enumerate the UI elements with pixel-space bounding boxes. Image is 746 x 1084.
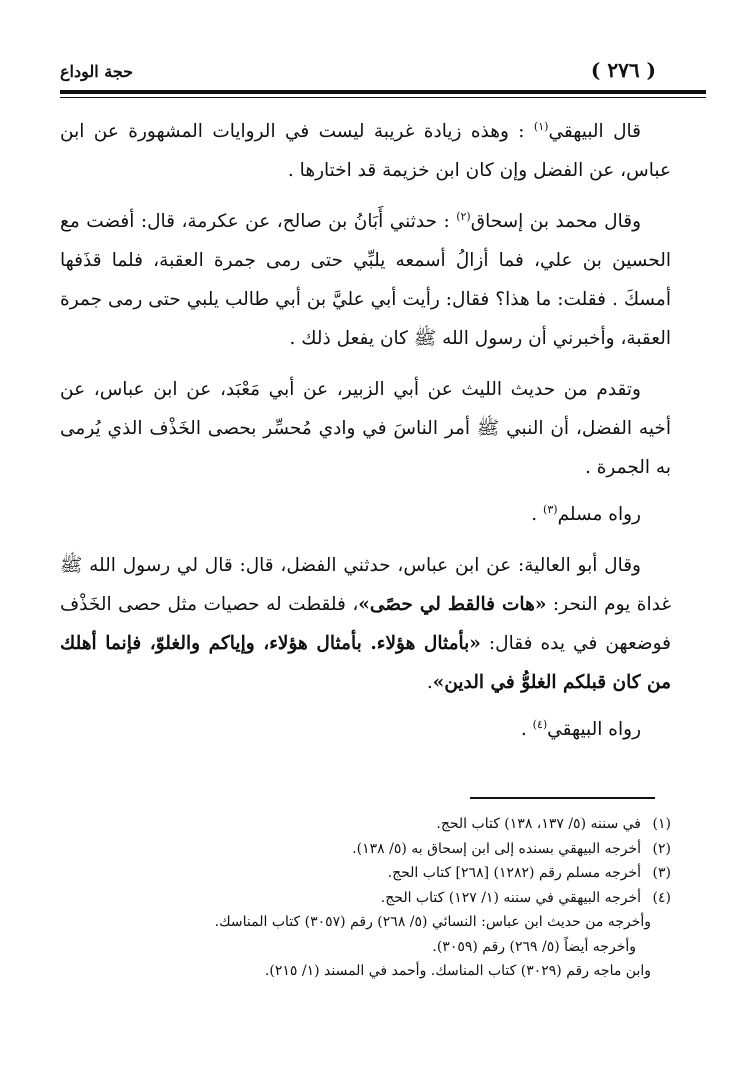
footnote-number: (٤)	[652, 889, 671, 906]
paragraph-4	[60, 495, 671, 534]
hadith-quote-1: «هات فالقط لي حصًى»	[358, 594, 547, 615]
footnote-ref-2: (٢)	[456, 209, 471, 223]
p6-text-b: .	[520, 719, 533, 740]
footnote-text: أخرجه البيهقي في سننه (١/ ١٢٧) كتاب الحج.	[380, 889, 641, 906]
footnote-ref-3: (٣)	[543, 502, 558, 516]
footnote-4-continuation-2: وأخرجه أيضاً (٥/ ٢٦٩) رقم (٣٠٥٩).	[432, 938, 636, 955]
footnote-4-continuation-3: وابن ماجه رقم (٣٠٢٩) كتاب المناسك. وأحمد في المسند (١/ ٢١٥).	[264, 963, 651, 979]
paragraph-1	[60, 112, 671, 190]
page-header	[60, 58, 686, 88]
header-rule-thick	[60, 90, 706, 94]
footnotes	[60, 812, 671, 984]
p5-text-c: .	[426, 672, 433, 693]
p2-text-a: وقال محمد بن إسحاق	[470, 211, 641, 232]
footnote-text: أخرجه مسلم رقم (١٢٨٢) [٢٦٨] كتاب الحج.	[387, 865, 641, 881]
footnote-number: (١)	[652, 816, 671, 832]
running-title: حجة الوداع	[60, 62, 134, 81]
footnote-number: (٣)	[652, 865, 671, 881]
p4-text-b: .	[531, 504, 544, 525]
p1-text-b: : وهذه زيادة غريبة ليست في الروايات المشهورة عن ابن عباس، عن الفضل وإن كان ابن خزيمة قد اختارها .	[60, 121, 671, 181]
footnote-3	[60, 861, 671, 886]
hadith-quote-2: «بأمثال هؤلاء. بأمثال هؤلاء، وإياكم والغلوّ، فإنما أهلك من كان قبلكم الغلوُّ في الدين»	[60, 633, 671, 693]
footnote-number: (٢)	[652, 840, 671, 857]
footnote-2	[60, 837, 671, 862]
footnote-ref-1: (١)	[533, 119, 549, 133]
paragraph-5	[60, 546, 671, 702]
paragraph-3: وتقدم من حديث الليث عن أبي الزبير، عن أبي مَعْبَد، عن ابن عباس، عن أخيه الفضل، أن النبي ﷺ أمر الناسَ في وادي مُحسِّر بحصى الخَذْف الذي يُرمى به الجمرة .	[60, 379, 671, 478]
p5-text-a: وقال أبو العالية: عن ابن عباس، حدثني الفضل، قال: قال لي رسول الله ﷺ غداة يوم النحر:	[60, 555, 671, 615]
footnote-ref-4: (٤)	[532, 717, 548, 731]
paragraph-2	[60, 202, 671, 358]
footnote-rule	[470, 797, 655, 799]
p4-text-a: رواه مسلم	[557, 504, 641, 525]
footnote-1	[60, 812, 671, 837]
footnote-4	[60, 886, 671, 911]
p5-text-b: ، فلقطت له حصيات مثل حصى الخَذْف فوضعهن في يده فقال:	[60, 594, 671, 654]
page-number: ( ٢٧٦ )	[590, 58, 656, 82]
p2-text-b: : حدثني أَبَانُ بن صالح، عن عكرمة، قال: أفضت مع الحسين بن علي، فما أزالُ أسمعه يلبِّي حتى رمى جمرة العقبة، فلما قذَفها أمسكَ . فقلت: ما هذا؟ فقال: رأيت أبي عليَّ بن أبي طالب يلبي حتى رمى جمرة العقبة، وأخبرني أن رسول الله ﷺ كان يفعل ذلك .	[60, 211, 671, 349]
paragraph-6	[60, 710, 671, 749]
p1-text-a: قال البيهقي	[548, 121, 641, 142]
footnote-4-continuation-1: وأخرجه من حديث ابن عباس: النسائي (٥/ ٢٦٨) رقم (٣٠٥٧) كتاب المناسك.	[214, 914, 651, 930]
footnote-text: أخرجه البيهقي بسنده إلى ابن إسحاق به (٥/ ١٣٨).	[352, 840, 641, 857]
footnote-text: في سننه (٥/ ١٣٧، ١٣٨) كتاب الحج.	[436, 816, 641, 832]
main-text	[60, 112, 671, 761]
header-rule-thin	[60, 97, 706, 98]
p6-text-a: رواه البيهقي	[547, 719, 641, 740]
